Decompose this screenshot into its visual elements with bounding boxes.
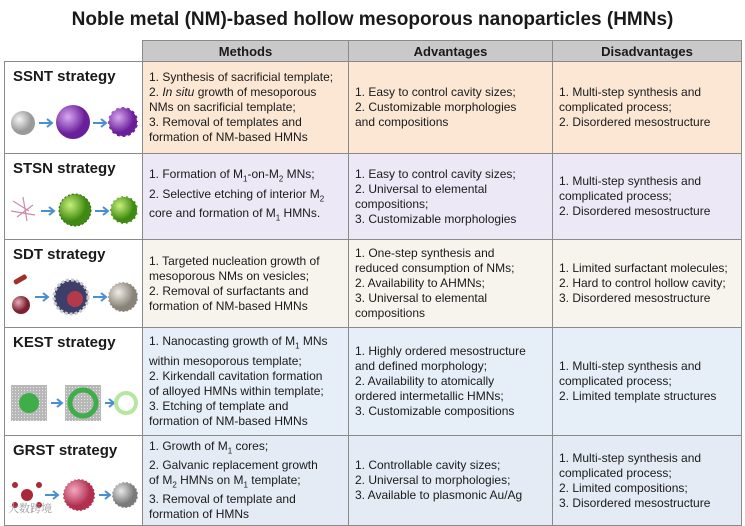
strategy-name-stsn: STSN strategy — [13, 160, 116, 177]
table-row-sdt — [5, 240, 742, 328]
header-disadvantages: Disadvantages — [553, 41, 742, 62]
header-methods: Methods — [143, 41, 349, 62]
comparison-table — [4, 40, 742, 526]
disadvantages-line: 1. Multi-step synthesis and — [559, 174, 702, 188]
stsn-scheme-illustration — [9, 187, 139, 233]
disadvantages-line: 2. Limited compositions; — [559, 480, 688, 495]
disadvantages-cell-grst — [553, 436, 742, 526]
methods-line: 1. Formation of $M_1-on-M_2$ MNs; — [149, 167, 315, 184]
methods-line: formation of HMNs — [149, 507, 250, 522]
methods-line: 1. Growth of $M_1$ cores; — [149, 438, 269, 455]
advantages-line: 2. Availability to AHMNs; — [355, 276, 485, 290]
methods-line: 2. Galvanic replacement growth — [149, 458, 318, 472]
table-title: Noble metal (NM)-based hollow mesoporous nanoparticles (HMNs) — [71, 9, 674, 30]
advantages-line: 3. Customizable compositions — [355, 404, 515, 418]
strategy-cell-stsn — [5, 154, 143, 240]
table-row-stsn — [5, 154, 742, 240]
advantages-line: 2. Universal to morphologies; — [355, 473, 511, 487]
disadvantages-line: 2. Hard to control hollow cavity; — [559, 276, 726, 290]
strategy-name-sdt: SDT strategy — [13, 246, 106, 263]
advantages-line: reduced consumption of NMs; — [355, 261, 515, 275]
advantages-cell-grst — [349, 436, 553, 526]
advantages-line: 1. Easy to control cavity sizes; — [355, 85, 516, 99]
methods-line: 1. Synthesis of sacrificial template; — [149, 70, 334, 84]
strategy-name-ssnt: SSNT strategy — [13, 68, 116, 85]
methods-line: within mesoporous template; — [149, 353, 302, 368]
disadvantages-line: 1. Multi-step synthesis and — [559, 85, 702, 99]
strategy-cell-sdt — [5, 240, 143, 328]
methods-line: core and formation of $M_1$ HMNs. — [149, 206, 321, 223]
advantages-cell-ssnt — [349, 62, 553, 154]
disadvantages-line: complicated process; — [559, 374, 672, 388]
advantages-line: compositions; — [355, 196, 429, 211]
strategy-name-kest: KEST strategy — [13, 334, 116, 351]
methods-line: formation of NM-based HMNs — [149, 413, 308, 428]
advantages-line: 3. Universal to elemental — [355, 291, 488, 305]
table-row-ssnt — [5, 62, 742, 154]
header-blank — [5, 41, 143, 62]
disadvantages-line: 2. Disordered mesostructure — [559, 204, 711, 218]
advantages-line: 2. Universal to elemental — [355, 181, 488, 196]
methods-cell-stsn — [143, 154, 349, 240]
methods-cell-kest — [143, 328, 349, 436]
methods-cell-sdt — [143, 240, 349, 328]
advantages-cell-kest — [349, 328, 553, 436]
methods-line: mesoporous NMs on vesicles; — [149, 268, 310, 283]
header-row — [5, 41, 742, 62]
methods-cell-grst — [143, 436, 349, 526]
advantages-line: compositions — [355, 306, 426, 320]
methods-line: 2. Selective etching of interior $M_2$ — [149, 186, 325, 204]
methods-line: 2. In situ growth of mesoporous — [149, 85, 317, 99]
methods-line: 3. Etching of template and — [149, 398, 289, 413]
advantages-cell-sdt — [349, 240, 553, 328]
methods-line: NMs on sacrificial template; — [149, 100, 296, 114]
disadvantages-line: 2. Limited template structures — [559, 389, 717, 403]
methods-line: 1. Targeted nucleation growth of — [149, 253, 320, 268]
methods-line: 1. Nanocasting growth of $M_1$ MNs — [149, 334, 328, 351]
disadvantages-line: 3. Disordered mesostructure — [559, 495, 711, 510]
methods-line: of $M_2$ HMNs on $M_1$ template; — [149, 473, 301, 490]
methods-line: formation of NM-based HMNs — [149, 298, 308, 313]
watermark: 大数跨境 — [8, 503, 52, 515]
advantages-line: 2. Availability to atomically — [355, 374, 495, 388]
strategy-name-grst: GRST strategy — [13, 442, 118, 459]
disadvantages-line: 2. Disordered mesostructure — [559, 115, 711, 129]
advantages-cell-stsn — [349, 154, 553, 240]
methods-line: 3. Removal of template and — [149, 492, 296, 507]
disadvantages-line: complicated process; — [559, 465, 672, 480]
advantages-line: and compositions — [355, 115, 449, 129]
disadvantages-line: 1. Limited surfactant molecules; — [559, 261, 728, 275]
strategy-cell-kest — [5, 328, 143, 436]
disadvantages-line: 3. Disordered mesostructure — [559, 291, 711, 305]
methods-line: 2. Kirkendall cavitation formation — [149, 368, 323, 383]
advantages-line: 1. Highly ordered mesostructure — [355, 344, 526, 358]
advantages-line: and defined morphology; — [355, 359, 488, 373]
ssnt-scheme-illustration — [9, 97, 139, 147]
methods-line: of alloyed HMNs within template; — [149, 383, 324, 398]
table-row-kest — [5, 328, 742, 436]
advantages-line: ordered intermetallic HMNs; — [355, 389, 504, 403]
advantages-line: 1. One-step synthesis and — [355, 246, 495, 260]
methods-line: formation of NM-based HMNs — [149, 130, 308, 144]
advantages-line: 3. Customizable morphologies — [355, 211, 517, 226]
disadvantages-cell-sdt — [553, 240, 742, 328]
disadvantages-line: complicated process; — [559, 189, 672, 203]
disadvantages-line: 1. Multi-step synthesis and — [559, 359, 702, 373]
strategy-cell-ssnt — [5, 62, 143, 154]
methods-line: 2. Removal of surfactants and — [149, 283, 309, 298]
disadvantages-cell-stsn — [553, 154, 742, 240]
disadvantages-line: complicated process; — [559, 100, 672, 114]
advantages-line: 1. Controllable cavity sizes; — [355, 458, 501, 472]
methods-line: 3. Removal of templates and — [149, 115, 302, 129]
methods-cell-ssnt — [143, 62, 349, 154]
kest-scheme-illustration — [9, 375, 139, 429]
disadvantages-cell-kest — [553, 328, 742, 436]
advantages-line: 3. Available to plasmonic Au/Ag — [355, 488, 523, 502]
disadvantages-line: 1. Multi-step synthesis and — [559, 450, 702, 465]
table-row-grst — [5, 436, 742, 526]
advantages-line: 1. Easy to control cavity sizes; — [355, 166, 516, 181]
header-advantages: Advantages — [349, 41, 553, 62]
sdt-scheme-illustration — [9, 271, 139, 321]
disadvantages-cell-ssnt — [553, 62, 742, 154]
advantages-line: 2. Customizable morphologies — [355, 100, 517, 114]
